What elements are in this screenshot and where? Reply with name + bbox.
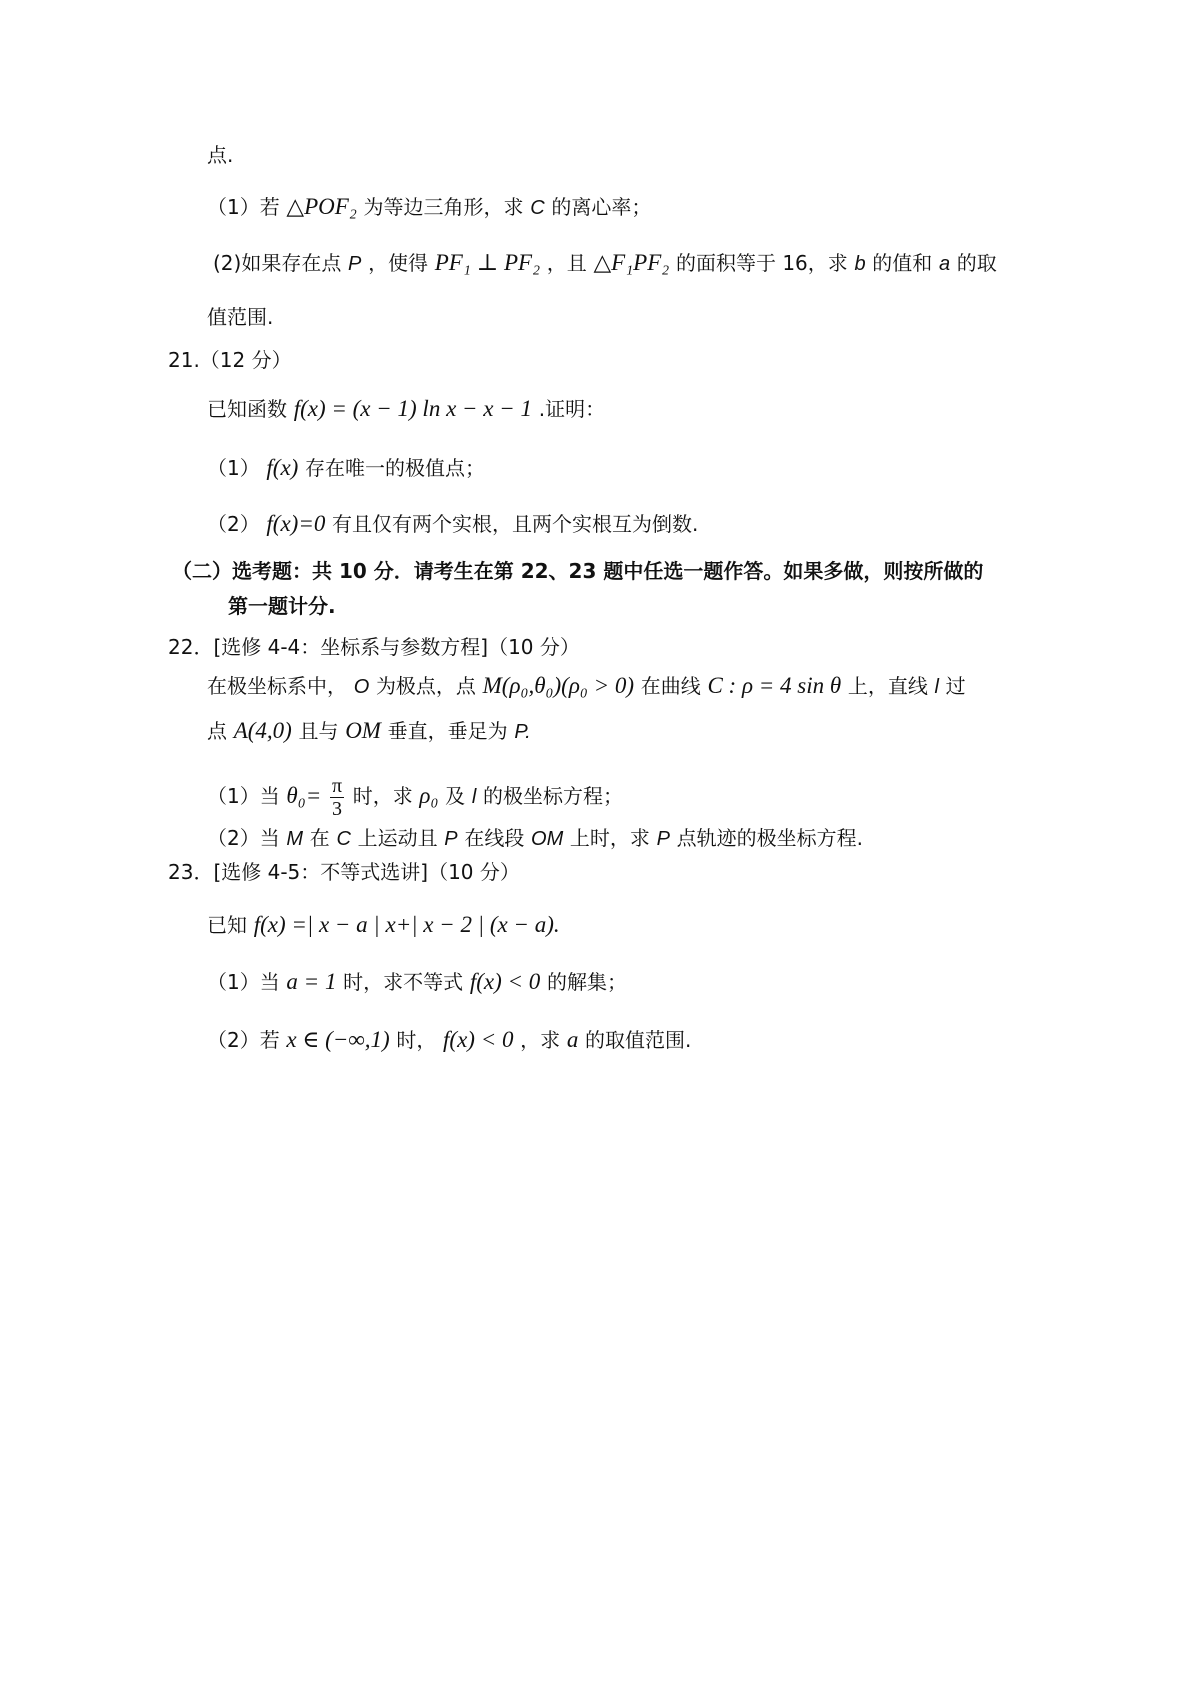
text-fragment: 为极点，点 (375, 674, 476, 698)
text-fragment: （2） (207, 512, 260, 536)
text-fragment: 已知函数 (207, 397, 287, 421)
text-fragment: ，求 (520, 1028, 561, 1052)
section-title: 第一题计分. (228, 594, 336, 618)
subquestion-23-2 (207, 1025, 691, 1055)
math-point-m: M(ρ₀,θ₀)(ρ₀ > 0) (482, 673, 635, 698)
text-fragment: （1）当 (207, 784, 280, 808)
math-var: b (854, 253, 866, 275)
math-inequality: f(x) < 0 (443, 1027, 514, 1052)
math-point-a: A(4,0) (233, 718, 292, 743)
text-fragment: 存在唯一的极值点； (305, 456, 486, 480)
text-fragment: 垂直，垂足为 (387, 719, 508, 743)
question-21-header (168, 345, 292, 375)
subquestion-21-1 (207, 453, 485, 483)
text-fragment: 在曲线 (640, 674, 701, 698)
text-fragment: 上运动且 (357, 826, 438, 850)
text-fragment: ，使得 (368, 251, 429, 275)
text-fragment: 及 (445, 784, 466, 808)
section-title: （二）选考题：共 10 分．请考生在第 22、23 题中任选一题作答。如果多做，则按所做的 (172, 559, 984, 583)
math-interval: x ∈ (−∞,1) (286, 1027, 390, 1052)
text-fragment: 值范围. (207, 305, 274, 329)
text-fragment: （2）当 (207, 826, 280, 850)
text-fragment: 上时，求 (569, 826, 650, 850)
text-fragment: 时， (396, 1028, 437, 1052)
question-23-header (168, 857, 520, 887)
text-fragment: 在线段 (464, 826, 525, 850)
math-segment-om: OM (345, 718, 381, 743)
text-fragment: （1）若 (207, 195, 280, 219)
text-fragment: 为等边三角形，求 (363, 195, 524, 219)
subquestion-22-1 (207, 770, 623, 823)
text-fragment: (2)如果存在点 (213, 251, 342, 275)
text-fragment: 点. (207, 143, 234, 167)
subquestion-23-1 (207, 967, 627, 997)
question-number: 23．[选修 4-5：不等式选讲]（10 分） (168, 860, 520, 884)
math-var: OM (531, 828, 564, 850)
math-var: a (566, 1027, 579, 1052)
text-fragment: 有且仅有两个实根，且两个实根互为倒数. (332, 512, 699, 536)
text-fragment: 的解集； (546, 970, 627, 994)
math-perpendicular: PF₁ ⊥ PF₂ (434, 250, 541, 275)
math-function-def: f(x) = (x − 1) ln x − x − 1 (293, 396, 533, 421)
question-22-stem (207, 671, 966, 702)
math-var: P (656, 828, 670, 850)
text-fragment: 点轨迹的极坐标方程. (676, 826, 863, 850)
question-number: 21.（12 分） (168, 348, 292, 372)
text-fragment: 点 (207, 719, 227, 743)
section-header-elective-line2 (228, 591, 336, 621)
question-21-stem (207, 394, 605, 424)
text-fragment: （2）若 (207, 1028, 280, 1052)
math-function-def: f(x) =| x − a | x+| x − 2 | (x − a). (253, 912, 560, 937)
math-fx: f(x) (266, 455, 299, 480)
question-23-stem (207, 910, 560, 940)
math-a-equals-1: a = 1 (286, 969, 337, 994)
math-inequality: f(x) < 0 (469, 969, 541, 994)
text-fragment: 且与 (298, 719, 339, 743)
text-fragment: 时，求不等式 (343, 970, 464, 994)
math-var: M (286, 828, 304, 850)
subquestion-21-2 (207, 509, 698, 539)
math-var: a (938, 253, 951, 275)
question-22-header (168, 632, 580, 662)
math-var: C (530, 197, 545, 219)
subquestion-22-2 (207, 823, 863, 854)
text-fragment: 已知 (207, 913, 247, 937)
text-fragment: 在极坐标系中， (207, 674, 347, 698)
question-number: 22．[选修 4-4：坐标系与参数方程]（10 分） (168, 635, 580, 659)
math-var: l (934, 676, 939, 698)
text-line-continuation (207, 140, 233, 170)
math-fx-zero: f(x)=0 (266, 511, 326, 536)
text-fragment: 的离心率； (551, 195, 652, 219)
fraction-numerator: π (331, 775, 343, 797)
section-header-elective (172, 556, 983, 586)
subquestion-20-2 (213, 248, 997, 279)
text-fragment: 的取 (956, 251, 997, 275)
math-rho0: ρ₀ (419, 783, 439, 808)
math-fraction-pi-over-3 (330, 775, 344, 820)
text-line-continuation (207, 302, 273, 332)
math-var: l (471, 786, 477, 808)
text-fragment: .证明： (538, 397, 606, 421)
text-fragment: 的面积等于 16，求 (675, 251, 848, 275)
text-fragment: 的值和 (872, 251, 933, 275)
math-curve-c: C : ρ = 4 sin θ (707, 673, 842, 698)
math-var: C (336, 828, 351, 850)
text-fragment: 的极坐标方程； (482, 784, 623, 808)
text-fragment: 的取值范围. (585, 1028, 692, 1052)
math-theta0: θ₀= (286, 783, 322, 808)
math-var: P. (514, 721, 531, 743)
text-fragment: （1） (207, 456, 260, 480)
subquestion-20-1 (207, 192, 651, 223)
text-fragment: 上，直线 (847, 674, 928, 698)
math-triangle-pof2: △POF₂ (286, 194, 357, 219)
fraction-denominator: 3 (331, 798, 342, 820)
text-fragment: ，且 (546, 251, 587, 275)
math-var: P (444, 828, 458, 850)
math-var: P (348, 253, 362, 275)
question-22-stem-line2 (207, 716, 531, 747)
text-fragment: （1）当 (207, 970, 280, 994)
text-fragment: 时，求 (352, 784, 413, 808)
math-var: O (353, 676, 370, 698)
text-fragment: 过 (945, 674, 966, 698)
math-triangle-f1pf2: △F₁PF₂ (593, 250, 670, 275)
text-fragment: 在 (309, 826, 330, 850)
